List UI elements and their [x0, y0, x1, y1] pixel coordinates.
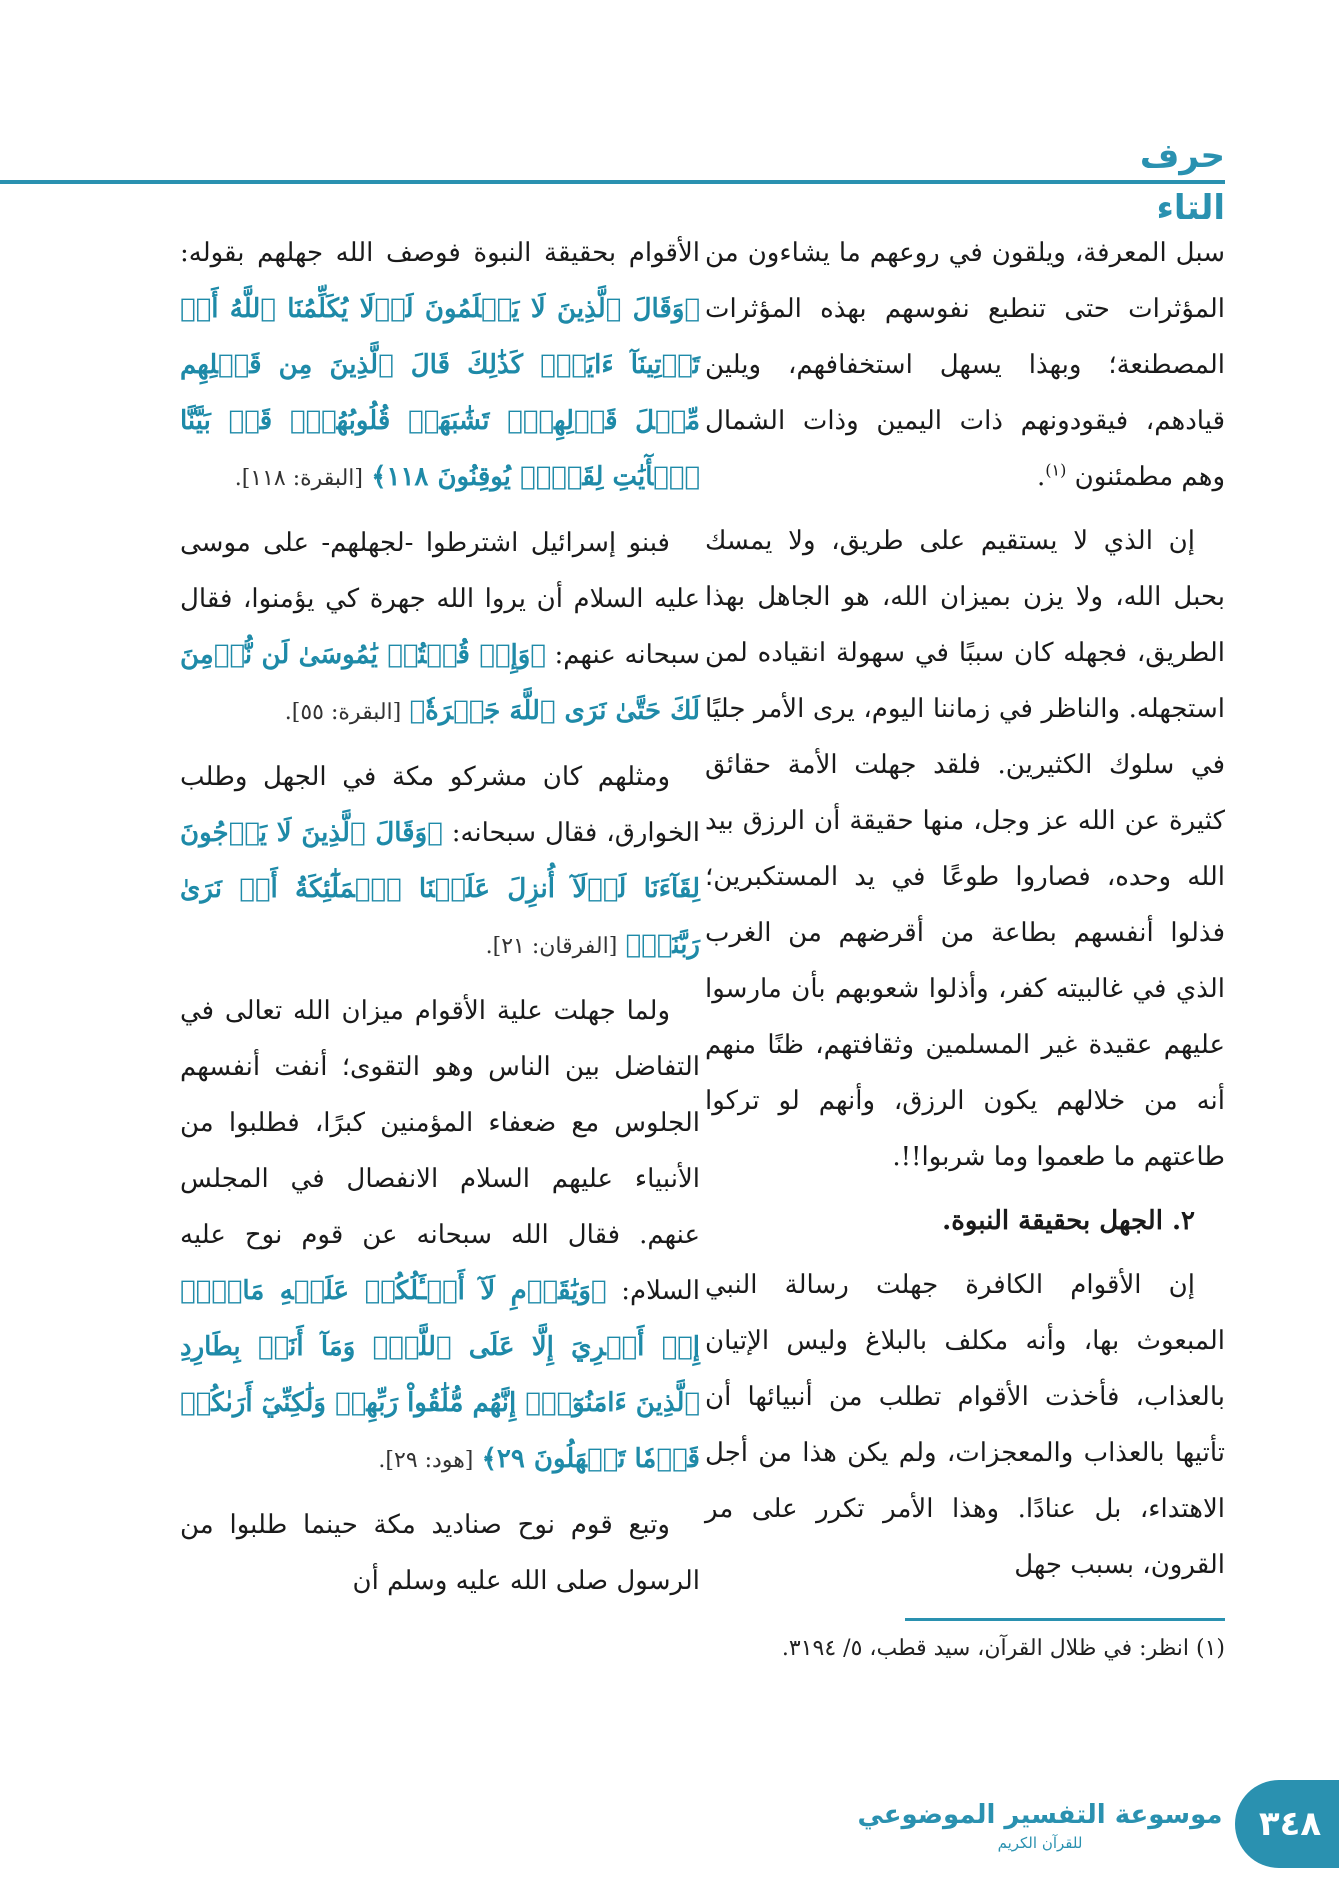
footnote-rule	[905, 1618, 1225, 1621]
paragraph: سبل المعرفة، ويلقون في روعهم ما يشاءون من المؤثرات حتى تنطبع نفوسهم بهذه المؤثرات المصطنعة؛ وبهذا يسهل استخفافهم، ويلين قيادهم، فيقودونهم ذات اليمين وذات الشمال وهم مطمئنون $^{(١)}$.	[705, 238, 1225, 492]
paragraph: وتبع قوم نوح صناديد مكة حينما طلبوا من الرسول صلى الله عليه وسلم أن	[180, 1510, 700, 1596]
header-rule	[0, 180, 1225, 184]
verse-citation: [البقرة: ٥٥].	[284, 700, 402, 725]
paragraph: الأقوام بحقيقة النبوة فوصف الله جهلهم بقوله: ﴿وَقَالَ ٱلَّذِينَ لَا يَعۡلَمُونَ لَوۡلَا يُكَلِّمُنَا ٱللَّهُ أَوۡ تَأۡتِينَآ ءَايَةٞۗ كَذَٰلِكَ قَالَ ٱلَّذِينَ مِن قَبۡلِهِم مِّثۡلَ قَوۡلِهِمۡۘ تَشَٰبَهَتۡ قُلُوبُهُمۡۗ قَدۡ بَيَّنَّا ٱلۡأٓيَٰتِ لِقَوۡمٖ يُوقِنُونَ ١١٨﴾ [البقرة: ١١٨].	[180, 238, 700, 492]
left-column	[180, 225, 700, 1617]
footnote-ref[interactable]: (١)	[1045, 460, 1067, 480]
encyclopedia-logo	[857, 1785, 1223, 1865]
page-number-badge	[1235, 1780, 1339, 1868]
quran-verse: ﴿وَقَالَ ٱلَّذِينَ لَا يَرۡجُونَ لِقَآءَنَا لَوۡلَآ أُنزِلَ عَلَيۡنَا ٱلۡمَلَٰٓئِكَةُ أَوۡ نَرَىٰ رَبَّنَاۗ﴾	[180, 818, 700, 960]
paragraph: إن الذي لا يستقيم على طريق، ولا يمسك بحبل الله، ولا يزن بميزان الله، هو الجاهل بهذا الطريق، فجهله كان سببًا في سهولة انقياده لمن استجهله. والناظر في زماننا اليوم، يرى الأمر جليًا في سلوك الكثيرين. فلقد جهلت الأمة حقائق كثيرة عن الله عز وجل، منها حقيقة أن الرزق بيد الله وحده، فصاروا طوعًا في يد المستكبرين؛ فذلوا أنفسهم بطاعة من أقرضهم من الغرب الذي في غالبيته كفر، وأذلوا شعوبهم بأن مارسوا عليهم عقيدة غير المسلمين وثقافتهم، ظنًا منهم أنه من خلالهم يكون الرزق، وأنهم لو تركوا طاعتهم ما طعموا وما شربوا!!.	[705, 526, 1225, 1172]
quran-verse: ﴿وَإِذۡ قُلۡتُمۡ يَٰمُوسَىٰ لَن نُّؤۡمِنَ لَكَ حَتَّىٰ نَرَى ٱللَّهَ جَهۡرَةٗ﴾	[180, 640, 700, 726]
footnote: (١) انظر: في ظلال القرآن، سيد قطب، ٥/ ٣١٩٤.	[781, 1636, 1225, 1661]
paragraph: إن الأقوام الكافرة جهلت رسالة النبي المبعوث بها، وأنه مكلف بالبلاغ وليس الإتيان بالعذاب، فأخذت الأقوام تطلب من أنبيائها أن تأتيها بالعذاب والمعجزات، ولم يكن هذا من أجل الاهتداء، بل عنادًا. وهذا الأمر تكرر على مر القرون، بسبب جهل	[705, 1270, 1225, 1580]
chapter-title: حرف التاء	[1139, 136, 1225, 228]
right-column	[705, 225, 1225, 1601]
page-number: ٣٤٨	[1258, 1804, 1322, 1844]
paragraph: ولما جهلت علية الأقوام ميزان الله تعالى في التفاضل بين الناس وهو التقوى؛ أنفت أنفسهم الجلوس مع ضعفاء المؤمنين كبرًا، فطلبوا من الأنبياء عليهم السلام الانفصال في المجلس عنهم. فقال الله سبحانه عن قوم نوح عليه السلام: ﴿وَيَٰقَوۡمِ لَآ أَسۡـَٔلُكُمۡ عَلَيۡهِ مَالًاۖ إِنۡ أَجۡرِيَ إِلَّا عَلَى ٱللَّهِۚ وَمَآ أَنَا۠ بِطَارِدِ ٱلَّذِينَ ءَامَنُوٓاْۚ إِنَّهُم مُّلَٰقُواْ رَبِّهِمۡ وَلَٰكِنِّيٓ أَرَىٰكُمۡ قَوۡمٗا تَجۡهَلُونَ ٢٩﴾ [هود: ٢٩].	[180, 996, 700, 1474]
quran-verse: ﴿وَيَٰقَوۡمِ لَآ أَسۡـَٔلُكُمۡ عَلَيۡهِ مَالًاۖ إِنۡ أَجۡرِيَ إِلَّا عَلَى ٱللَّهِۚ وَمَآ أَنَا۠ بِطَارِدِ ٱلَّذِينَ ءَامَنُوٓاْۚ إِنَّهُم مُّلَٰقُواْ رَبِّهِمۡ وَلَٰكِنِّيٓ أَرَىٰكُمۡ قَوۡمٗا تَجۡهَلُونَ ٢٩﴾	[180, 1276, 700, 1474]
paragraph: ومثلهم كان مشركو مكة في الجهل وطلب الخوارق، فقال سبحانه: ﴿وَقَالَ ٱلَّذِينَ لَا يَرۡجُونَ لِقَآءَنَا لَوۡلَآ أُنزِلَ عَلَيۡنَا ٱلۡمَلَٰٓئِكَةُ أَوۡ نَرَىٰ رَبَّنَاۗ﴾ [الفرقان: ٢١].	[180, 762, 701, 960]
logo-subtitle: للقرآن الكريم	[997, 1834, 1083, 1852]
verse-citation: [البقرة: ١١٨].	[234, 466, 363, 491]
quran-verse: ﴿وَقَالَ ٱلَّذِينَ لَا يَعۡلَمُونَ لَوۡلَا يُكَلِّمُنَا ٱللَّهُ أَوۡ تَأۡتِينَآ ءَايَةٞۗ كَذَٰلِكَ قَالَ ٱلَّذِينَ مِن قَبۡلِهِم مِّثۡلَ قَوۡلِهِمۡۘ تَشَٰبَهَتۡ قُلُوبُهُمۡۗ قَدۡ بَيَّنَّا ٱلۡأٓيَٰتِ لِقَوۡمٖ يُوقِنُونَ ١١٨﴾	[180, 294, 700, 492]
logo-title: موسوعة التفسير الموضوعي	[857, 1800, 1223, 1830]
verse-citation: [الفرقان: ٢١].	[485, 934, 618, 959]
section-heading: ٢. الجهل بحقيقة النبوة.	[942, 1206, 1195, 1236]
paragraph: فبنو إسرائيل اشترطوا -لجهلهم- على موسى عليه السلام أن يروا الله جهرة كي يؤمنوا، فقال سبحانه عنهم: ﴿وَإِذۡ قُلۡتُمۡ يَٰمُوسَىٰ لَن نُّؤۡمِنَ لَكَ حَتَّىٰ نَرَى ٱللَّهَ جَهۡرَةٗ﴾ [البقرة: ٥٥].	[180, 528, 701, 726]
verse-citation: [هود: ٢٩].	[378, 1448, 474, 1473]
